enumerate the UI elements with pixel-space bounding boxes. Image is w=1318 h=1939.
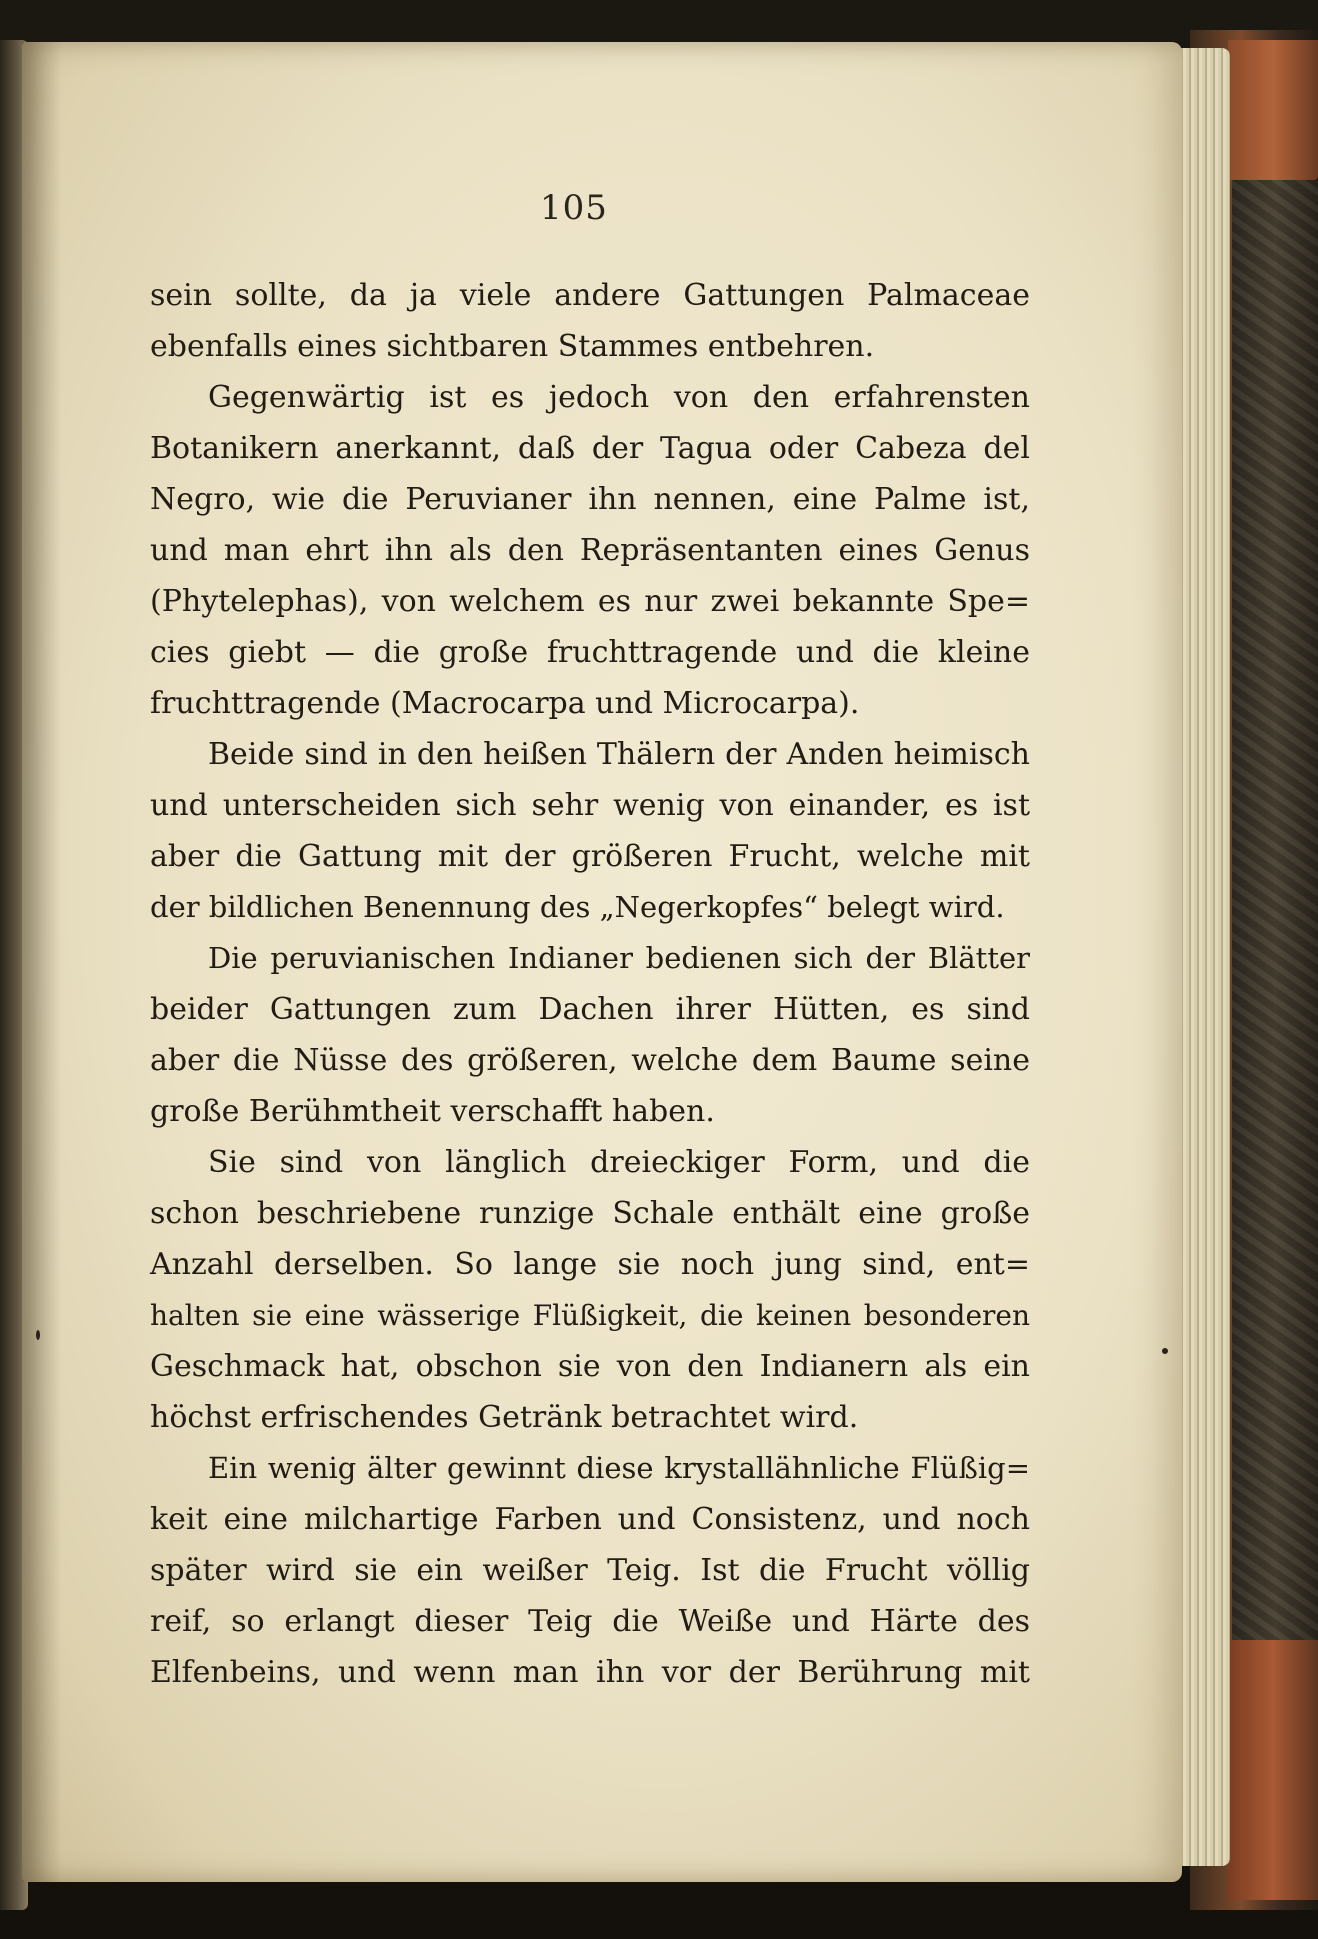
- text-line: Anzahl derselben. So lange sie noch jung sind, ent=: [150, 1247, 1030, 1282]
- text-line: Die peruvianischen Indianer bedienen sich der Blätter: [208, 941, 1030, 975]
- text-line: schon beschriebene runzige Schale enthält eine große: [150, 1196, 1030, 1231]
- text-line: große Berühmtheit verschafft haben.: [150, 1094, 715, 1129]
- text-line: fruchttragende (Macrocarpa und Microcarpa).: [150, 686, 860, 721]
- text-line: cies giebt — die große fruchttragende und die kleine: [150, 635, 1030, 670]
- ink-speck: [1162, 1348, 1168, 1354]
- cover-marbled-paper: [1232, 180, 1318, 1640]
- gutter-shadow: [22, 42, 62, 1882]
- text-line: halten sie eine wässerige Flüßigkeit, die keinen besonderen: [150, 1299, 1030, 1332]
- text-line: keit eine milchartige Farben und Consistenz, und noch: [150, 1502, 1030, 1537]
- text-line: Beide sind in den heißen Thälern der Anden heimisch: [208, 737, 1030, 772]
- text-line: aber die Gattung mit der größeren Frucht, welche mit: [150, 839, 1030, 874]
- page-number: 105: [540, 188, 608, 228]
- text-line: beider Gattungen zum Dachen ihrer Hütten, es sind: [150, 992, 1030, 1027]
- text-line: später wird sie ein weißer Teig. Ist die Frucht völlig: [150, 1553, 1030, 1588]
- text-line: ebenfalls eines sichtbaren Stammes entbehren.: [150, 329, 875, 364]
- text-line: der bildlichen Benennung des „Negerkopfes“ belegt wird.: [150, 890, 1005, 924]
- text-line: und man ehrt ihn als den Repräsentanten eines Genus: [150, 533, 1030, 568]
- text-line: aber die Nüsse des größeren, welche dem Baume seine: [150, 1043, 1030, 1078]
- text-line: sein sollte, da ja viele andere Gattungen Palmaceae: [150, 278, 1030, 313]
- text-line: und unterscheiden sich sehr wenig von einander, es ist: [150, 788, 1030, 823]
- text-line: Negro, wie die Peruvianer ihn nennen, eine Palme ist,: [150, 482, 1030, 517]
- text-line: Gegenwärtig ist es jedoch von den erfahrensten: [208, 380, 1030, 415]
- text-line: Ein wenig älter gewinnt diese krystallähnliche Flüßig=: [208, 1451, 1030, 1485]
- text-line: Sie sind von länglich dreieckiger Form, und die: [208, 1145, 1030, 1180]
- cover-leather-corner-top: [1228, 40, 1318, 180]
- text-line: Botanikern anerkannt, daß der Tagua oder Cabeza del: [150, 431, 1030, 466]
- text-line: (Phytelephas), von welchem es nur zwei bekannte Spe=: [150, 584, 1030, 619]
- text-line: höchst erfrischendes Getränk betrachtet wird.: [150, 1400, 859, 1435]
- text-line: reif, so erlangt dieser Teig die Weiße und Härte des: [150, 1604, 1030, 1639]
- cover-leather-corner-bottom: [1228, 1640, 1318, 1900]
- ink-speck: [36, 1330, 40, 1340]
- page-body-text: [150, 270, 1030, 1698]
- text-line: Elfenbeins, und wenn man ihn vor der Berührung mit: [150, 1655, 1030, 1690]
- page-sheet: [22, 42, 1182, 1882]
- text-line: Geschmack hat, obschon sie von den Indianern als ein: [150, 1349, 1030, 1384]
